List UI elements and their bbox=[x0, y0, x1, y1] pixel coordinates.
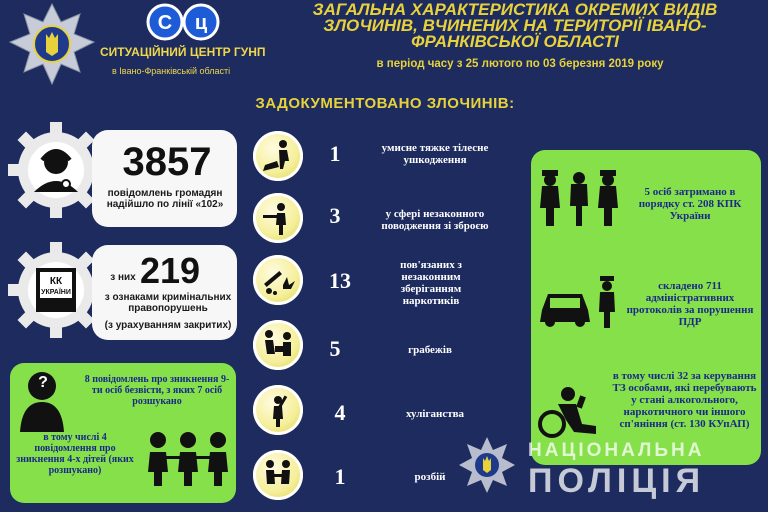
police-star-logo bbox=[8, 2, 96, 86]
calls-number: 3857 bbox=[122, 140, 212, 184]
crime-count: 4 bbox=[334, 400, 346, 425]
drunk-text: в тому числі 32 за керування ТЗ особами, які перебувають у стані алкогольного, наркотичного чи іншого сп'яніння (ст. 130 КУпАП) bbox=[612, 370, 757, 430]
police-star-watermark-icon bbox=[458, 436, 516, 494]
crime-count: 1 bbox=[334, 464, 346, 489]
crimes-note: (з урахуванням закритих) bbox=[104, 320, 232, 331]
crime-label: пов'язаних з незаконним зберіганням наркотиків bbox=[400, 259, 462, 307]
question-mark: ? bbox=[38, 374, 48, 391]
svg-text:ц: ц bbox=[194, 12, 208, 34]
crime-count: 5 bbox=[329, 336, 341, 361]
assault-icon bbox=[253, 131, 303, 181]
fight-icon bbox=[253, 450, 303, 500]
section-heading: ЗАДОКУМЕНТОВАНО ЗЛОЧИНІВ: bbox=[255, 95, 515, 112]
robbery-icon bbox=[253, 320, 303, 370]
missing-children-text: в тому числі 4 повідомлення про зникнення 4-х дітей (яких розшукано) bbox=[16, 432, 134, 476]
crime-count: 3 bbox=[329, 203, 341, 228]
sc-gear-icon bbox=[146, 2, 222, 42]
children-icon bbox=[142, 428, 234, 488]
police-watermark-star bbox=[458, 436, 516, 494]
situation-center-logo bbox=[146, 2, 222, 42]
detained-icon bbox=[538, 168, 620, 228]
crime-icon-circle bbox=[253, 385, 303, 435]
period-text: в період часу з 25 лютого по 03 березня 2019 року bbox=[376, 58, 664, 70]
logo-sub: в Івано-Франківській області bbox=[112, 66, 231, 76]
detained-text: 5 осіб затримано в порядку ст. 208 КПК України bbox=[638, 186, 742, 222]
police-star-icon bbox=[8, 2, 96, 86]
watermark-line1: НАЦІОНАЛЬНА bbox=[528, 440, 705, 461]
crime-label: умисне тяжке тілесне ушкодження bbox=[381, 142, 489, 166]
page-title: ЗАГАЛЬНА ХАРАКТЕРИСТИКА ОКРЕМИХ ВИДІВ ЗЛОЧИНІВ, ВЧИНЕНИХ НА ТЕРИТОРІЇ ІВАНО-ФРАНКІВСЬКОЇ ОБЛАСТІ bbox=[312, 0, 718, 51]
crime-label: хуліганства bbox=[405, 408, 465, 420]
crime-label: розбій bbox=[414, 471, 446, 483]
drugs-icon bbox=[253, 255, 303, 305]
watermark-line2: ПОЛІЦІЯ bbox=[528, 462, 706, 500]
crime-icon-circle bbox=[253, 193, 303, 243]
crime-icon-circle bbox=[253, 131, 303, 181]
gear-icon bbox=[6, 120, 106, 220]
svg-text:С: С bbox=[157, 12, 173, 34]
hooliganism-icon bbox=[253, 385, 303, 435]
crime-icon-circle bbox=[253, 450, 303, 500]
traffic-icon bbox=[538, 270, 620, 330]
crime-label: грабежів bbox=[408, 344, 452, 356]
crime-count: 13 bbox=[329, 268, 351, 293]
crimes-prefix: з них bbox=[110, 272, 136, 283]
crime-icon-circle bbox=[253, 255, 303, 305]
crime-icon-circle bbox=[253, 320, 303, 370]
weapon-icon bbox=[253, 193, 303, 243]
logo-name: СИТУАЦІЙНИЙ ЦЕНТР ГУНП bbox=[100, 45, 266, 59]
crimes-text: з ознаками кримінальних правопорушень bbox=[104, 292, 232, 314]
calls-text: повідомлень громадян надійшло по лінії «102» bbox=[106, 188, 224, 210]
book-label-top: КК bbox=[49, 276, 63, 287]
crime-label: у сфері незаконного поводження зі зброєю bbox=[381, 208, 489, 232]
gear-decoration-top bbox=[6, 120, 106, 220]
crimes-number: 219 bbox=[140, 250, 201, 291]
crime-count: 1 bbox=[329, 141, 341, 166]
book-label-bottom: УКРАЇНИ bbox=[41, 289, 71, 296]
protocols-text: складено 711 адміністративних протоколів за порушення ПДР bbox=[626, 280, 754, 328]
missing-text: 8 повідомлень про зникнення 9-ти осіб безвісти, з яких 7 осіб розшукано bbox=[84, 374, 230, 407]
